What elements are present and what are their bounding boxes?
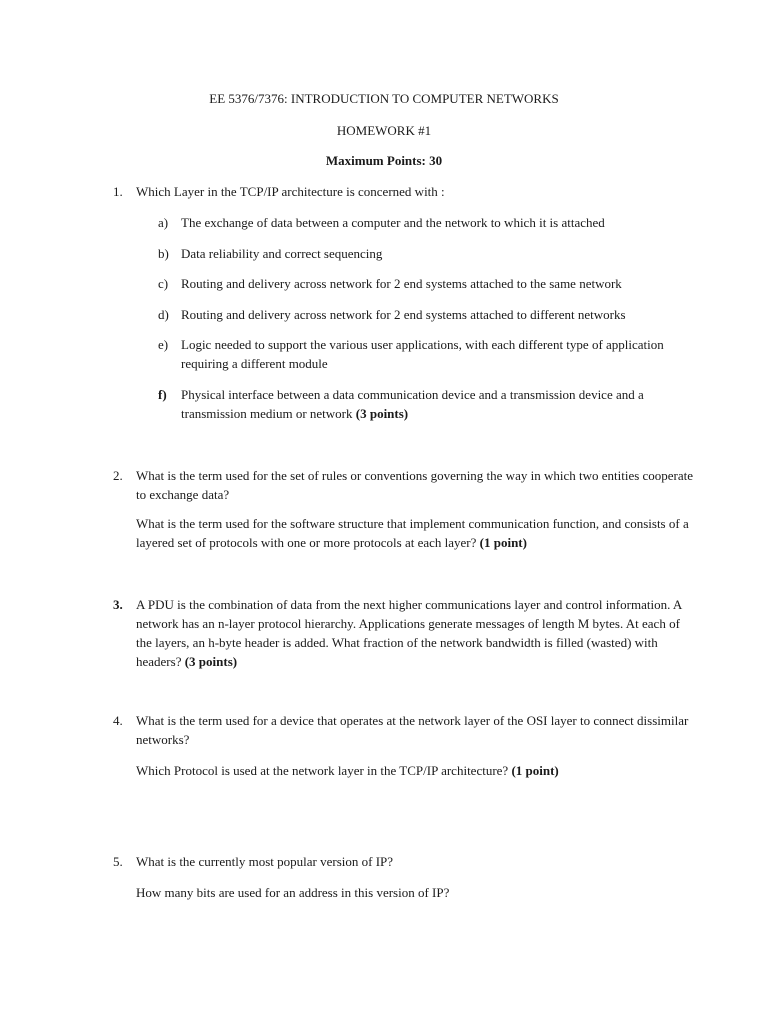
course-title: EE 5376/7376: INTRODUCTION TO COMPUTER NETWORKS <box>209 91 559 106</box>
q5-number: 5. <box>113 854 123 869</box>
q4-points: (1 point) <box>511 763 559 778</box>
q1-item-b-text: Data reliability and correct sequencing <box>181 246 383 261</box>
q2-number: 2. <box>113 468 123 483</box>
q1-item-a-text: The exchange of data between a computer and the network to which it is attached <box>181 215 605 230</box>
q1-item-e-text: Logic needed to support the various user applications, with each different type of application requiring a different module <box>181 337 664 371</box>
q2-text-2: What is the term used for the software structure that implement communication function, and consists of a layered set of protocols with one or more protocols at each layer? <box>136 516 689 550</box>
q1-item-c-letter: c) <box>158 276 169 291</box>
q1-item-a-letter: a) <box>158 215 169 230</box>
q1-text: Which Layer in the TCP/IP architecture is concerned with : <box>136 184 445 199</box>
q4-text-1: What is the term used for a device that operates at the network layer of the OSI layer to connect dissimilar networks? <box>136 713 689 747</box>
q4-block-2 <box>136 761 696 780</box>
q1-item-e-letter: e) <box>158 337 169 352</box>
q1-item-b-letter: b) <box>158 246 169 261</box>
q1-points: (3 points) <box>355 406 409 421</box>
q2-block-2 <box>136 514 696 552</box>
q2-points: (1 point) <box>479 535 527 550</box>
q1-item-d-text: Routing and delivery across network for 2 end systems attached to different networks <box>181 307 626 322</box>
q2-text-1: What is the term used for the set of rules or conventions governing the way in which two entities cooperate to exchange data? <box>136 468 694 502</box>
q3-block <box>136 595 696 671</box>
q5-text-2: How many bits are used for an address in this version of IP? <box>136 885 450 900</box>
max-points: Maximum Points: 30 <box>325 153 443 168</box>
q3-text: A PDU is the combination of data from the next higher communications layer and control information. A network has an n-layer protocol hierarchy. Applications generate messages of length M bytes. At each of the layers, an h-byte header is added. What fraction of the network bandwidth is filled (wasted) with headers? <box>136 597 682 669</box>
q5-text-1: What is the currently most popular version of IP? <box>136 854 394 869</box>
q1-item-c-text: Routing and delivery across network for 2 end systems attached to the same network <box>181 276 622 291</box>
homework-title: HOMEWORK #1 <box>336 123 432 138</box>
q4-number: 4. <box>113 713 123 728</box>
q3-points: (3 points) <box>184 654 238 669</box>
q1-item-d-letter: d) <box>158 307 169 322</box>
q1-item-f-block <box>181 385 691 423</box>
q1-number: 1. <box>113 184 123 199</box>
q3-number: 3. <box>113 597 123 612</box>
q1-item-f-text: Physical interface between a data communication device and a transmission device and a transmission medium or network <box>181 387 644 421</box>
q4-text-2: Which Protocol is used at the network layer in the TCP/IP architecture? <box>136 763 509 778</box>
q1-item-f-letter: f) <box>158 387 167 402</box>
